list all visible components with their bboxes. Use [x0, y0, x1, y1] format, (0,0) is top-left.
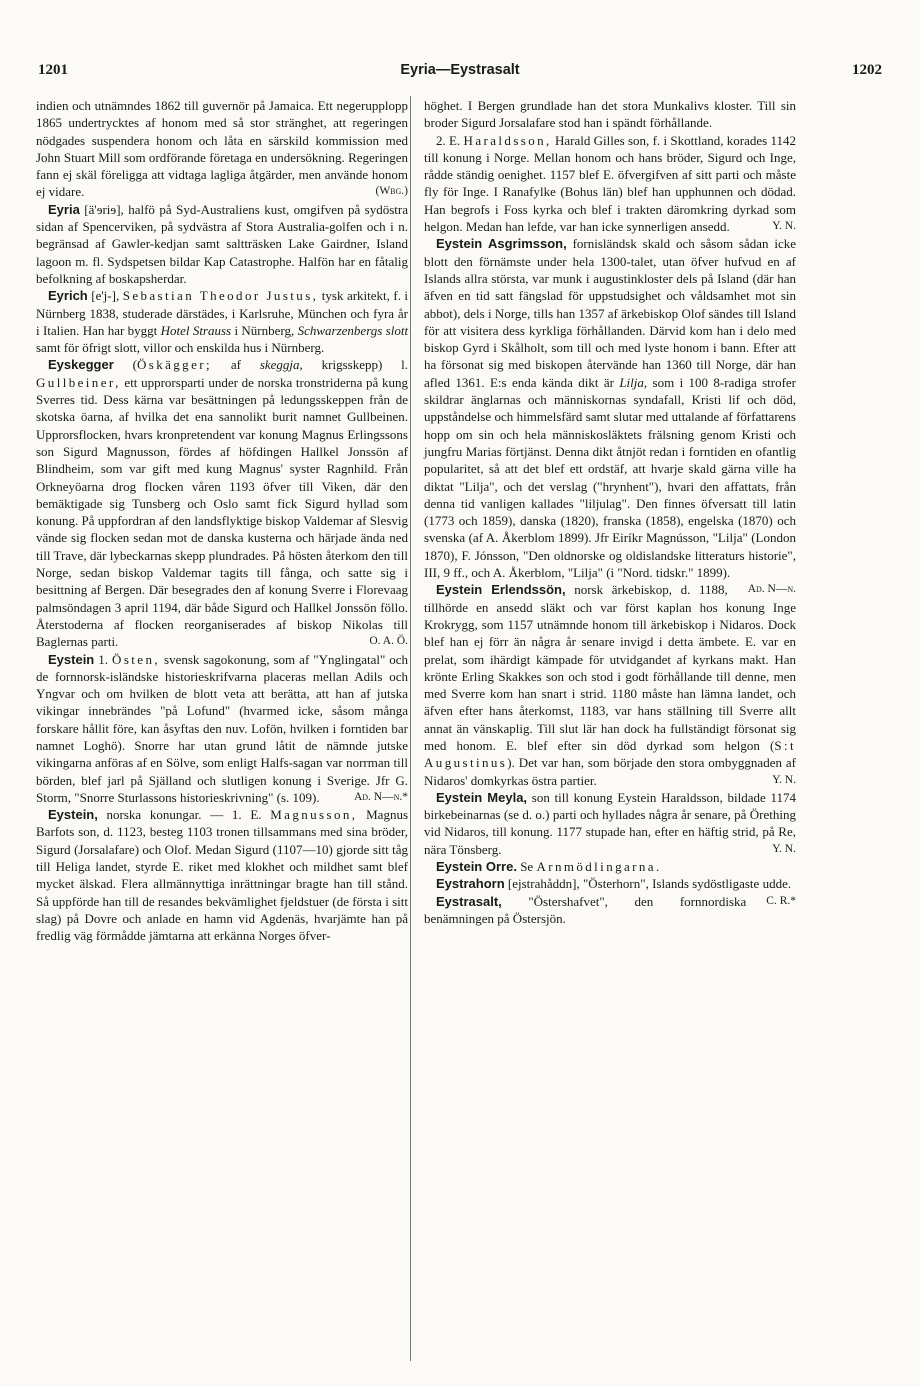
entry-spaced-name: Östen, — [112, 651, 161, 667]
entry-eyskegger — [36, 356, 408, 650]
entry-spaced-name: Gullbeiner, — [36, 374, 121, 390]
entry-text: af — [230, 357, 241, 373]
page-number-right: 1202 — [852, 62, 882, 78]
entry-spaced-name: Öskägger; — [136, 357, 212, 373]
entry-text: "Östershafvet", den fornnordiska benämningen på Östersjön. — [424, 893, 747, 926]
entry-pronunciation: [e'j-], — [91, 288, 120, 304]
entry-text: 2. E. — [436, 132, 461, 148]
entry-italic: Lilja, — [619, 374, 648, 390]
entry-continuation — [36, 97, 408, 201]
entry-spaced-name: Sebastian Theodor Justus, — [122, 288, 319, 304]
entry-text: [ejstrahåddn], "Österhorn", Islands sydöstligaste udde. — [507, 876, 792, 892]
entry-italic: skeggja, — [259, 357, 303, 373]
author-signature: Y. N. — [772, 773, 796, 786]
entry-text: i Nürnberg, — [234, 322, 295, 338]
entry-eystein-meyla — [424, 789, 796, 858]
entry-spaced-name: S:t Augustinus — [424, 737, 796, 771]
entry-text: höghet. I Bergen grundlade han det stora Munkalivs kloster. Till sin broder Sigurd Jorsalafare stod han i spändt förhållande. — [424, 98, 796, 131]
entry-headword: Eystein Meyla, — [436, 789, 528, 805]
entry-spaced-name: Magnusson, — [270, 807, 358, 823]
entry-headword: Eystein — [48, 651, 95, 667]
column-divider — [410, 96, 411, 1361]
entry-headword: Eyria — [48, 201, 80, 217]
entry-text: Se — [520, 859, 534, 875]
entry-text: [ä'ɘriɘ], halfö på Syd-Australiens kust, omgifven på sydöstra sidan af Spencerviken, på sydvästra af Stora Australia-golfen och i n. begränsad af Gawler-kedjan samt saltträsken Lake Gairdner, Island lagoon m. fl. Sydspetsen bildar Kap Catastrophe. Halfön har en fåtalig befolkning af boskapsherdar. — [36, 201, 408, 286]
left-column — [36, 97, 408, 945]
entry-text: norsk ärkebiskop, d. 1188, tillhörde en ansedd släkt och var först kaplan hos konung Inge Krokrygg, som 1157 utnämnde honom till ärkebiskop i Nidaros. Dock blef han ej förr än några år senare invigd i detta ämbete. E. var en prelat, som ihärdigt kämpade för utvidgandet af kyrkans makt. Han krönte Erling Skakkes son och stod i godt förhållande till denne, men med Sverre kom han snart i strid. 1180 måste han lämna landet, och äfven efter hans återkomst, 1183, var hans ställning till Sverre allt annat än vänskaplig. Till slut lär han dock ha fullständigt försonat sig med honom. E. blef efter sin död dyrkad som helgon ( — [424, 582, 796, 753]
entry-headword: Eystrahorn — [436, 876, 505, 892]
entry-text: Harald Gilles son, f. i Skottland, korades 1142 till konung i Norge. Mellan honom och hans bröder, Sigurd och Inge, rådde ständig oenighet. 1157 blef E. öfvergifven af sitt parti och måste fly för Inge. I Ranafylke (Bohus län) blef han upphunnen och dödad. Han begrofs i Foss kyrka och blef i trakten däromkring dyrkad som helgon. Medan han lefde, var han icke synnerligen ansedd. — [424, 132, 797, 235]
entry-headword: Eystein, — [48, 807, 98, 823]
entry-eystein-1 — [36, 651, 408, 807]
entry-text: som i 100 8-radiga strofer skildrar änglarnas och människornas syndafall, Kristi lif och död, uppståndelse och himmelsfärd samt slutar med uttalande af författarens hopp om sin och hela människosläktets frälsning genom Kristi och jungfru Marias förtjänst. Denna dikt åtnjöt redan i forntiden en ofantlig popularitet, så att det blef ett ordstäf, att hvarje skald gärna ville ha diktat "Lilja", och det verslag ("hrynhent"), hvari den affattats, från denna tid vanligen kallades "liljulag". Den finnes öfversatt till latin (1773 och 1859), danska (1820), franska (1858), engelska (1870) och svenska (af A. Åkerblom 1899). Jfr Eiríkr Magnússon, "Lilja" (London 1870), F. Jónsson, "Den oldnorske og oldislandske litteraturs historie", III, 9 ff., och A. Åkerblom, "Lilja" (i "Nord. tidskr." 1899). — [424, 374, 797, 581]
entry-headword: Eystrasalt, — [436, 893, 502, 909]
entry-text: samt för öfrigt slott, villor och enskilda hus i Nürnberg. — [36, 340, 325, 356]
entry-text: norska konungar. — 1. E. — [106, 807, 262, 823]
entry-text: indien och utnämndes 1862 till guvernör på Jamaica. Ett negerupplopp 1865 undertrycktes af honom med så stor stränghet, att regeringen nödgades suspendera honom och låta en särskild kommission med John Stuart Mill som ordförande företaga en undersökning. Regeringen fann ej skäl föreligga att vidtaga lagliga åtgärder, men använde honom ej vidare. — [36, 98, 408, 200]
entry-text: svensk sagokonung, som af "Ynglingatal" och de fornnorsk-isländske historieskrifvarna placeras mellan Adils och Yngvar och om hvilken de blott veta att berätta, att han af jutska vikingar innebrändes "på Lofund" (hvarmed icke, såsom många forskare hållit före, kan åsyftas den nuv. Lofön, hvilken i forntiden bar namnet Loghö). Snorre har utan grund låtit de nämnde jutske vikingarna anföras af en Sölve, som enligt Halfs-sagan var norrman till börden, blef jarl på Själland och slutligen konung i Sverige. Jfr G. Storm, "Snorre Sturlassons historieskrivning" (s. 109). — [36, 651, 409, 805]
cross-reference: Arnmödlingarna. — [536, 859, 662, 875]
author-signature: Ad. N—n. — [747, 583, 796, 596]
entry-eyria — [36, 201, 408, 287]
entry-headword: Eystein Orre. — [436, 859, 517, 875]
entry-eystein-kings — [36, 806, 408, 944]
running-title: Eyria—Eystrasalt — [400, 62, 520, 78]
entry-headword: Eyskegger — [48, 357, 114, 373]
entry-text: ett upprorsparti under de norska tronstriderna på kung Sverres tid. Dess kärna var besättningen på ledungsskeppen från de skotska öarna, af hvilka det ena sannolikt burit namnet Gullbeinen. Upprorsflocken, hvars kronpretendent var konung Magnus Erlingssons son Sigurd Magnusson, fördes af höfdingen Hallkel Jonssön af Blindheim, som var gift med kung Magnus' syster Ragnhild. Från Orkneyöarna drog flocken våren 1193 öfver till Viken, där den bemäktigade sig Tunsberg och Oslo samt fick Sigurd hyllad som konung. På uppfordran af den landsflyktige biskop Valdemar af Slesvig vände sig flocken sedan mot de danska kusterna och härjade ända ned till Trave, där lybeckarnas skepp plundrades. På hösten återkom den till Norge, sedan biskop Valdemar tagits till fånga, och satte sig i besittning af Bergen. Där besegrades den af konung Sverre i Florevaag palmsöndagen 3 april 1194, där både Sigurd och Hallkel Jonssön föllo. Återstoderna af flocken reorganiserades af biskop Nikolas till Baglernas parti. — [36, 374, 408, 650]
entry-eystein-erlendsson — [424, 581, 796, 789]
entry-spaced-name: Haraldsson, — [463, 132, 552, 148]
page-header — [38, 62, 882, 84]
entry-text: ( — [132, 357, 137, 373]
author-signature: Ad. N—n.* — [353, 790, 408, 803]
author-signature: Y. N. — [772, 220, 796, 233]
entry-eystrasalt — [424, 893, 796, 928]
author-signature: (Wbg.) — [375, 185, 408, 198]
entry-headword: Eystein Erlendssön, — [436, 582, 566, 598]
entry-eyrich — [36, 287, 408, 356]
entry-italic: Hotel Strauss — [160, 322, 232, 338]
entry-text: son till konung Eystein Haraldsson, bildade 1174 birkebeinarnas (se d. o.) parti och hyllades några år senare, på Örething vid Nidaros, till konung. 1177 stupade han, efter en häftig strid, på Re, nära Tönsberg. — [424, 789, 796, 857]
author-signature: Y. N. — [772, 842, 796, 855]
author-signature: C. R.* — [766, 894, 796, 907]
entry-text: tysk arkitekt, f. i Nürnberg 1838, studerade därstädes, i Karlsruhe, München och fyra år i Italien. Han har byggt — [36, 288, 409, 338]
entry-headword: Eystein Asgrimsson, — [436, 236, 567, 252]
entry-eystein-haraldsson — [424, 132, 796, 236]
entry-italic: Schwarzenbergs slott — [297, 322, 409, 338]
right-column — [424, 97, 796, 927]
page-number-left: 1201 — [38, 62, 68, 78]
entry-text: krigsskepp) l. — [321, 357, 409, 373]
entry-text: Magnus Barfots son, d. 1123, besteg 1103 tronen tillsammans med sina bröder, Sigurd (Jorsalafare) och Olof. Medan Sigurd (1107—10) gjorde sitt tåg till Heliga landet, styrde E. riket med klokhet och mildhet samt blef mycket älskad. Flera allmännyttiga inrättningar bragte han till stånd. Så uppförde han till de resandes bekvämlighet fjeldstuer (de första i sitt slag) på Dovre och anlade en hamn vid Agdenäs, hvarjämte han på fredlig väg förmådde jämtarna att erkänna Norges öfver- — [36, 807, 408, 944]
entry-text: 1. — [98, 651, 109, 667]
author-signature: O. A. Ö. — [369, 635, 408, 648]
entry-continuation — [424, 97, 796, 132]
entry-text: ). Det var han, som började den stora ombyggnaden af Nidaros' domkyrkas östra partier. — [424, 755, 796, 788]
entry-eystein-orre — [424, 858, 796, 875]
entry-headword: Eyrich — [48, 288, 88, 304]
entry-text: fornisländsk skald och såsom sådan icke blott den förnämste under hela 1300-talet, utan öfver hufvud en af Islands allra största, var munk i augustinkloster dels på Island (där han äfven en tid satt fängslad för uppstudsighet och våldsamhet mot sin abbot), dels i Norge, tills han 1357 af ärkebiskop Olof sändes till Island för att visitera dess kyrkliga förhållanden. Därvid kom han i delo med biskop Gyrd i Skålholt, som till och med lyste honom i bann. Efter att ha försonat sig med biskopen återvände han 1360 till Norge, där han afled 1361. E:s enda kända dikt är — [424, 236, 797, 390]
